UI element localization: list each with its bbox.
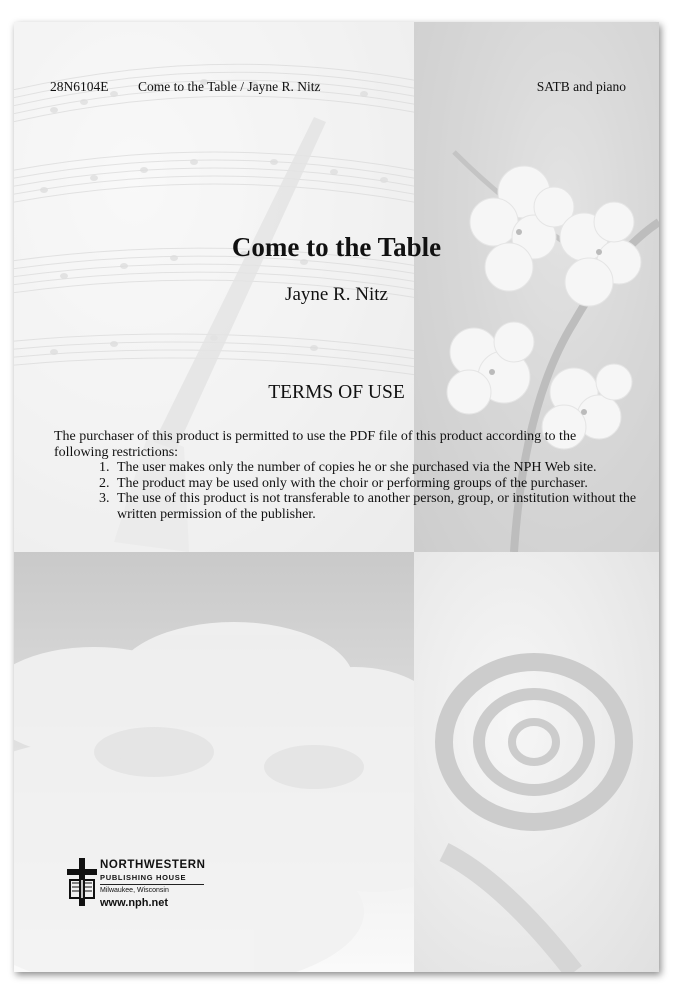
cover-sheet bbox=[14, 22, 659, 972]
publisher-location: Milwaukee, Wisconsin bbox=[100, 887, 169, 894]
product-code: 28N6104E bbox=[50, 79, 109, 94]
author: Jayne R. Nitz bbox=[285, 284, 388, 305]
terms-item bbox=[99, 460, 639, 476]
terms-item-number: 2. bbox=[99, 475, 110, 491]
terms-list bbox=[99, 460, 639, 522]
page-title: Come to the Table bbox=[231, 232, 442, 262]
terms-intro: The purchaser of this product is permitted to use the PDF file of this product according to the following restrictions: bbox=[54, 429, 577, 460]
terms-item bbox=[99, 491, 639, 522]
violin-panel bbox=[414, 552, 659, 972]
publisher-url[interactable]: www.nph.net bbox=[100, 897, 169, 909]
terms-heading: TERMS OF USE bbox=[268, 382, 405, 403]
publisher-name-line2: PUBLISHING HOUSE bbox=[100, 873, 187, 882]
terms-item-text: The product may be used only with the choir or performing groups of the purchaser. bbox=[117, 475, 588, 491]
violin-scroll-graphic bbox=[414, 552, 659, 972]
terms-item-text: The use of this product is not transferable to another person, group, or institution without the written permission of the publisher. bbox=[117, 491, 637, 522]
cross-icon bbox=[66, 856, 98, 908]
terms-item-number: 1. bbox=[99, 460, 110, 475]
publisher-name-line1: NORTHWESTERN bbox=[100, 859, 206, 871]
terms-item-text: The user makes only the number of copies he or she purchased via the NPH Web site. bbox=[117, 460, 597, 475]
voicing: SATB and piano bbox=[536, 79, 626, 94]
terms-item bbox=[99, 476, 639, 492]
terms-item-number: 3. bbox=[99, 491, 110, 506]
header-title: Come to the Table / Jayne R. Nitz bbox=[138, 79, 321, 94]
publisher-logo bbox=[66, 856, 266, 916]
logo-divider bbox=[100, 884, 204, 885]
